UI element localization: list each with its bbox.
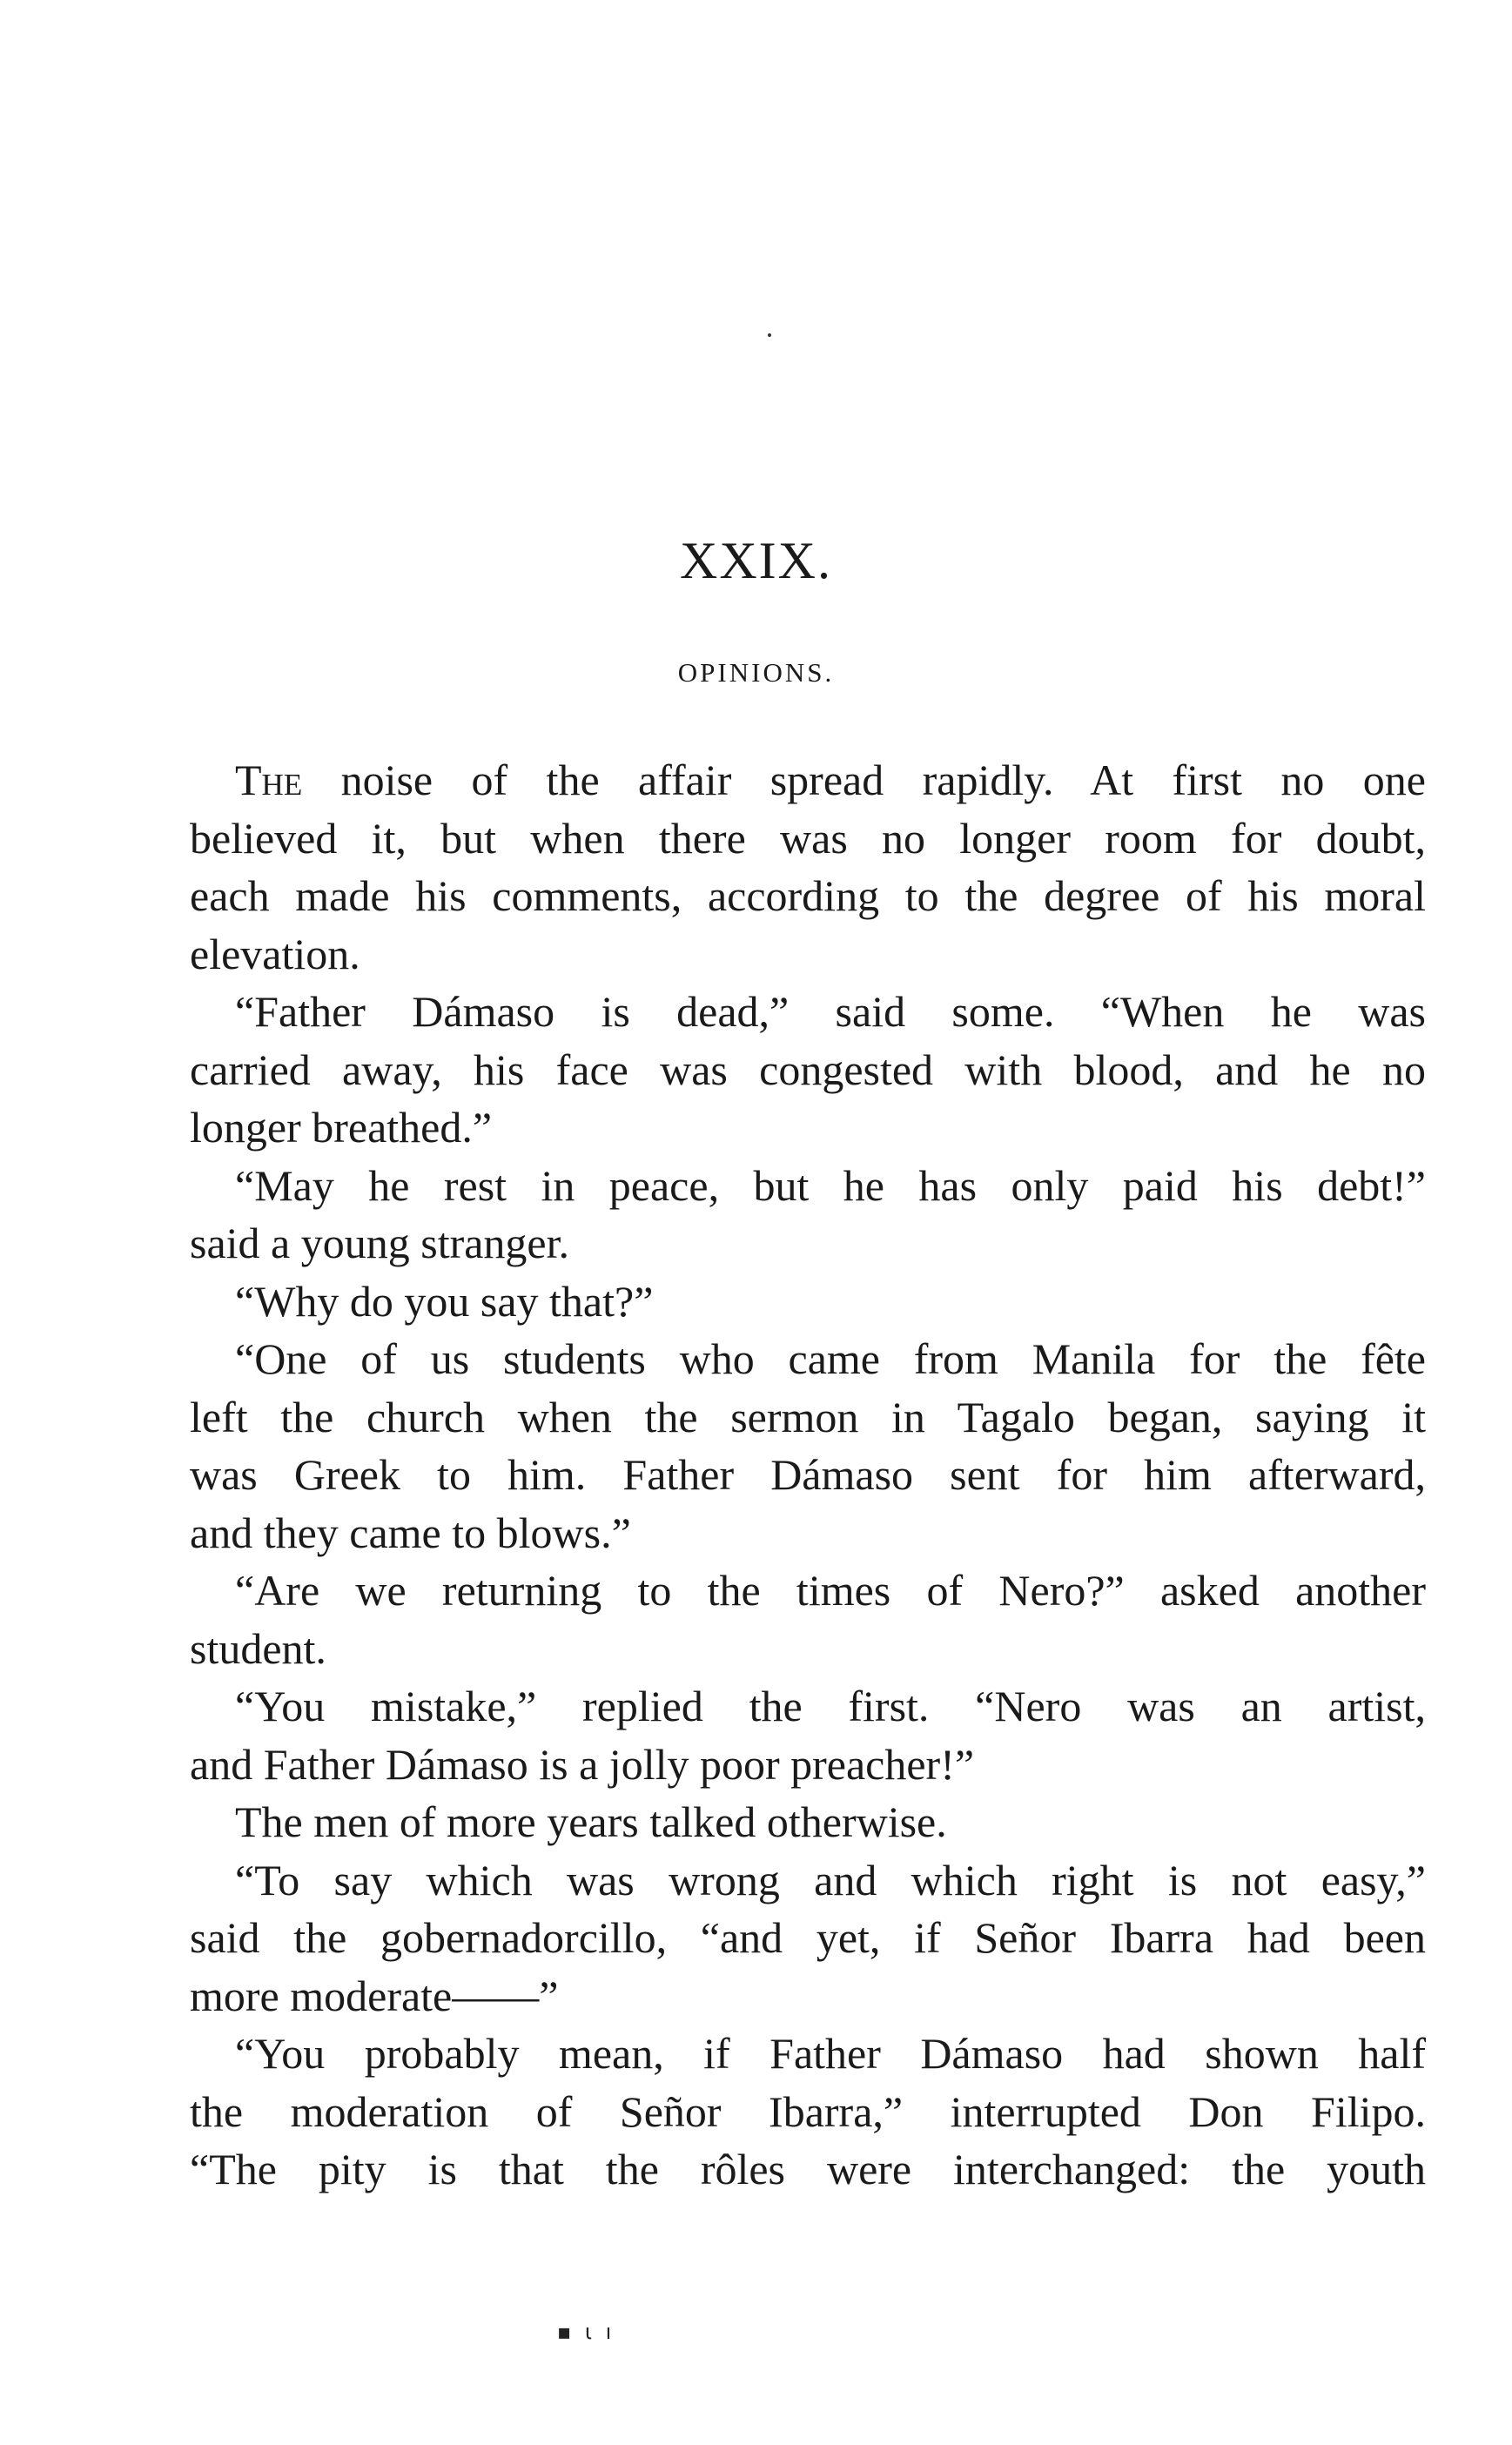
text-line-content: “Are we returning to the times of Nero?” asked another	[235, 1566, 1426, 1615]
text-line-content: each made his comments, according to the degree of his moral	[190, 871, 1426, 920]
text-line	[190, 1098, 1426, 1157]
chapter-title: OPINIONS.	[677, 657, 835, 688]
text-line-content: “To say which was wrong and which right is not easy,”	[235, 1855, 1426, 1904]
text-line	[190, 2025, 1426, 2083]
drop-lead-word: The	[235, 756, 303, 804]
text-line-content: longer breathed.”	[190, 1103, 493, 1152]
footer-printer-marks: ▪ ι ı	[557, 2320, 615, 2344]
text-line	[190, 1273, 1426, 1331]
text-line	[190, 925, 1426, 984]
text-line	[190, 1909, 1426, 1967]
text-line	[190, 1446, 1426, 1504]
text-line	[190, 1562, 1426, 1620]
text-line	[190, 1677, 1426, 1736]
text-line-content: “You probably mean, if Father Dámaso had shown half	[235, 2029, 1426, 2078]
text-line	[190, 1388, 1426, 1447]
chapter-body-text	[190, 751, 1426, 2199]
text-line	[190, 1041, 1426, 1099]
text-line-content: said a young stranger.	[190, 1219, 570, 1267]
text-line-content: and they came to blows.”	[190, 1508, 631, 1557]
text-line-content: “The pity is that the rôles were interchanged: the youth	[190, 2145, 1426, 2193]
text-line	[190, 867, 1426, 925]
text-line	[190, 1736, 1426, 1794]
text-line-content: “You mistake,” replied the first. “Nero was an artist,	[235, 1682, 1426, 1730]
text-line	[190, 1214, 1426, 1273]
text-line-content: “Father Dámaso is dead,” said some. “When he was	[235, 987, 1426, 1036]
text-line-content: “May he rest in peace, but he has only paid his debt!”	[235, 1160, 1426, 1210]
text-line-content: was Greek to him. Father Dámaso sent for him afterward,	[190, 1450, 1426, 1499]
text-line	[190, 1967, 1426, 2025]
text-line-content: “Why do you say that?”	[235, 1276, 654, 1326]
text-line	[190, 1504, 1426, 1562]
text-line-content: and Father Dámaso is a jolly poor preacher!”	[190, 1739, 975, 1789]
text-line	[190, 1793, 1426, 1851]
text-line	[190, 809, 1426, 868]
text-line-content: The men of more years talked otherwise.	[235, 1797, 947, 1846]
text-line-content: noise of the affair spread rapidly. At first no one	[302, 756, 1426, 804]
text-line	[190, 1157, 1426, 1215]
text-line	[190, 2083, 1426, 2141]
text-line-content: more moderate——”	[190, 1971, 559, 2020]
text-line-content: student.	[190, 1623, 326, 1673]
ink-speck	[768, 333, 771, 337]
text-line	[190, 751, 1426, 809]
text-line-content: believed it, but when there was no longer room for doubt,	[190, 813, 1426, 863]
text-line	[190, 1851, 1426, 1910]
text-line	[190, 1330, 1426, 1388]
text-line-content: “One of us students who came from Manila for the fête	[235, 1334, 1426, 1383]
text-line	[190, 983, 1426, 1041]
text-line-content: said the gobernadorcillo, “and yet, if Señor Ibarra had been	[190, 1913, 1426, 1962]
text-line-content: carried away, his face was congested with blood, and he no	[190, 1044, 1426, 1094]
text-line-content: the moderation of Señor Ibarra,” interrupted Don Filipo.	[190, 2086, 1426, 2136]
text-line	[190, 1620, 1426, 1678]
text-line	[190, 2140, 1426, 2199]
text-line-content: left the church when the sermon in Tagalo began, saying it	[190, 1392, 1426, 1441]
text-line-content: elevation.	[190, 929, 360, 978]
chapter-number: XXIX.	[680, 532, 832, 589]
